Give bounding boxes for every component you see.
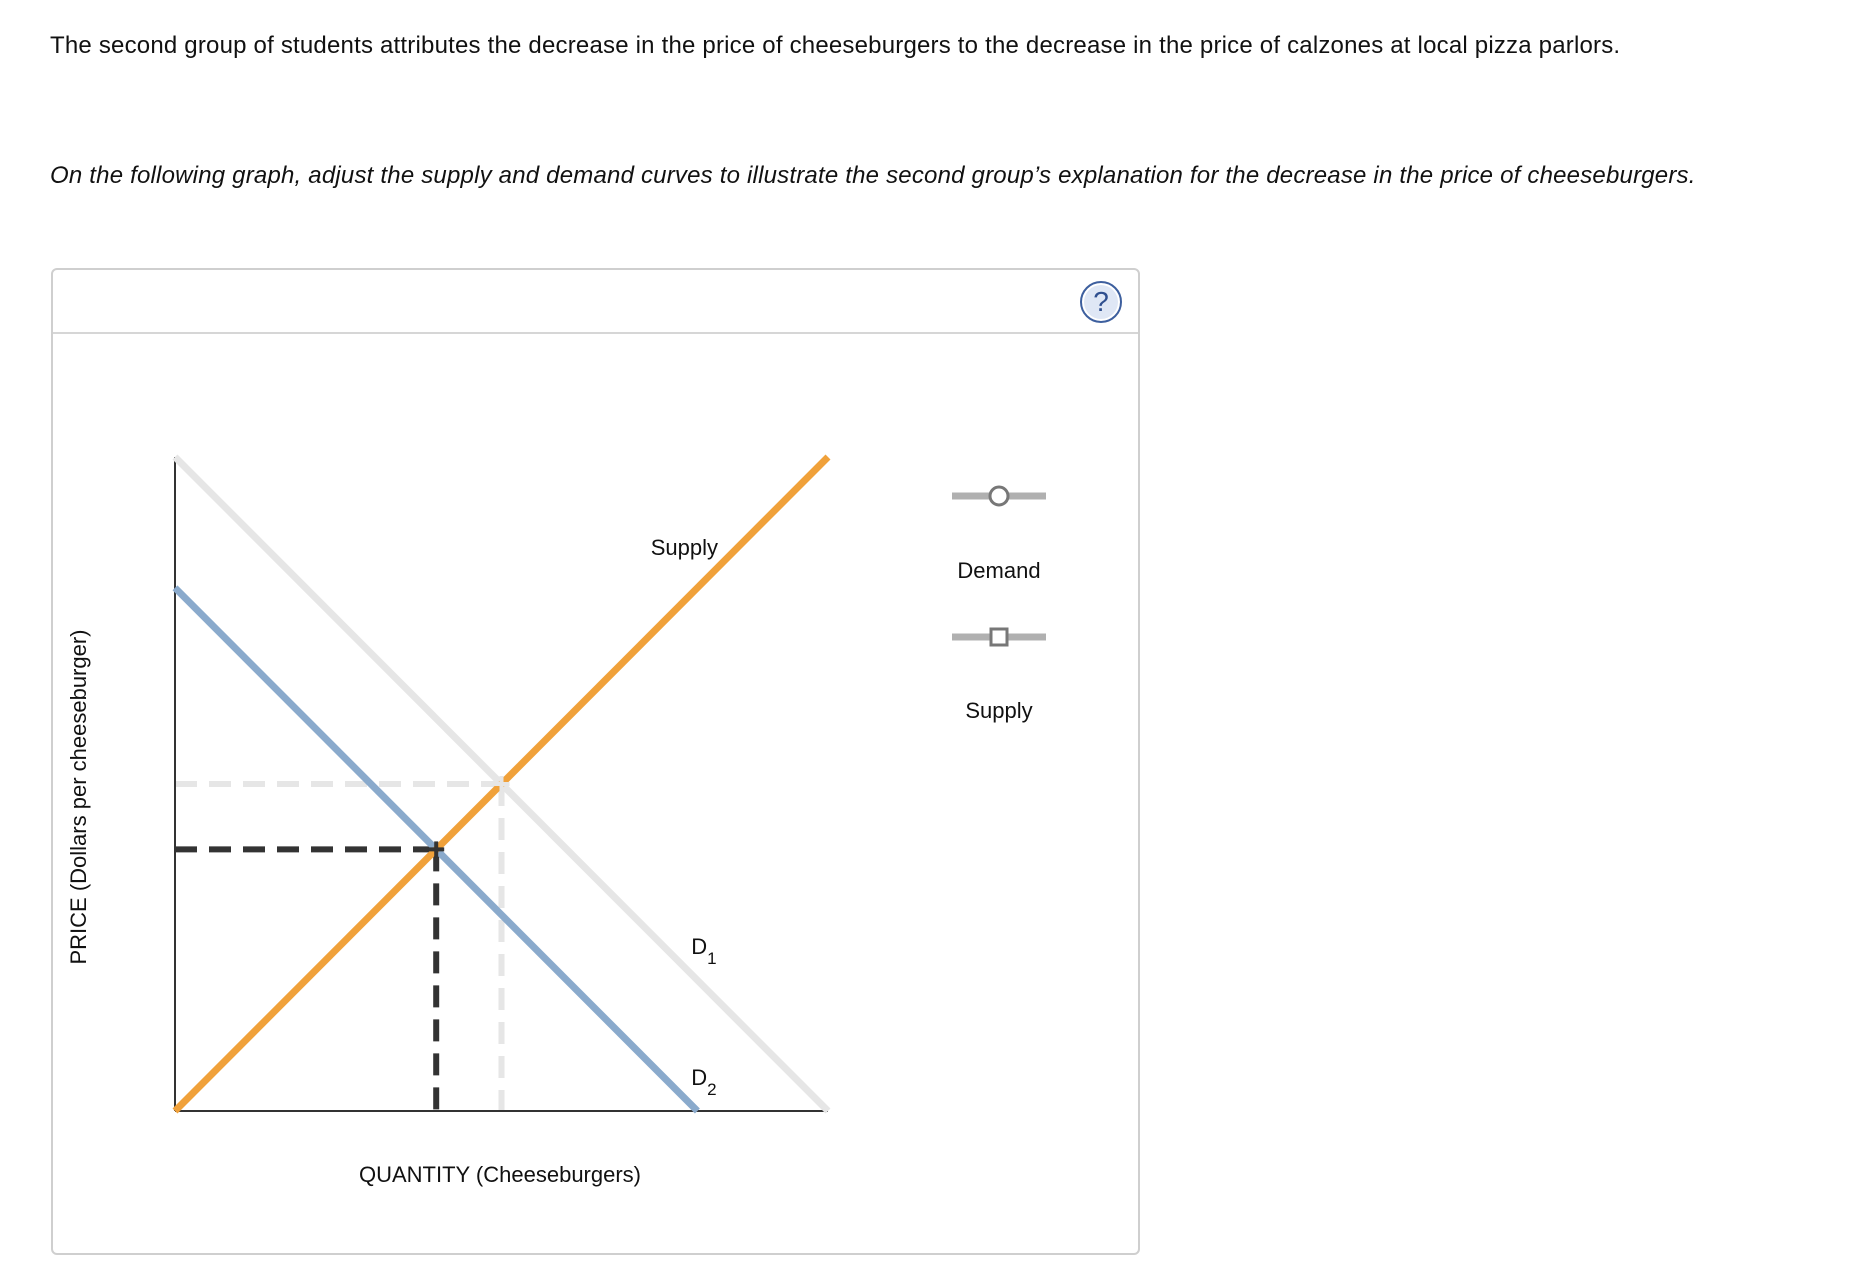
demand-tool-label: Demand — [957, 558, 1041, 583]
supply-tool[interactable] — [952, 629, 1046, 723]
demand-tool[interactable] — [952, 487, 1046, 583]
circle-handle-icon — [990, 487, 1008, 505]
intro-text: The second group of students attributes the decrease in the price of cheeseburgers to the decrease in the price of calzones at local pizza parlors. — [50, 32, 1621, 59]
y-axis-label: PRICE (Dollars per cheeseburger) — [66, 629, 91, 965]
supply-tool-label: Supply — [965, 698, 1033, 723]
instruction-text: On the following graph, adjust the supply and demand curves to illustrate the second group’s explanation for the decrease in the price of cheeseburgers. — [50, 162, 1696, 189]
label-d2: $D_2$ — [691, 1064, 717, 1099]
square-handle-icon — [991, 629, 1007, 645]
label-supply: Supply — [650, 535, 718, 561]
help-icon: ? — [1093, 286, 1109, 317]
tool-palette — [952, 487, 1046, 723]
curves — [175, 457, 828, 1111]
x-axis-label: QUANTITY (Cheeseburgers) — [358, 1162, 642, 1187]
label-d1: $D_1$ — [691, 934, 717, 969]
